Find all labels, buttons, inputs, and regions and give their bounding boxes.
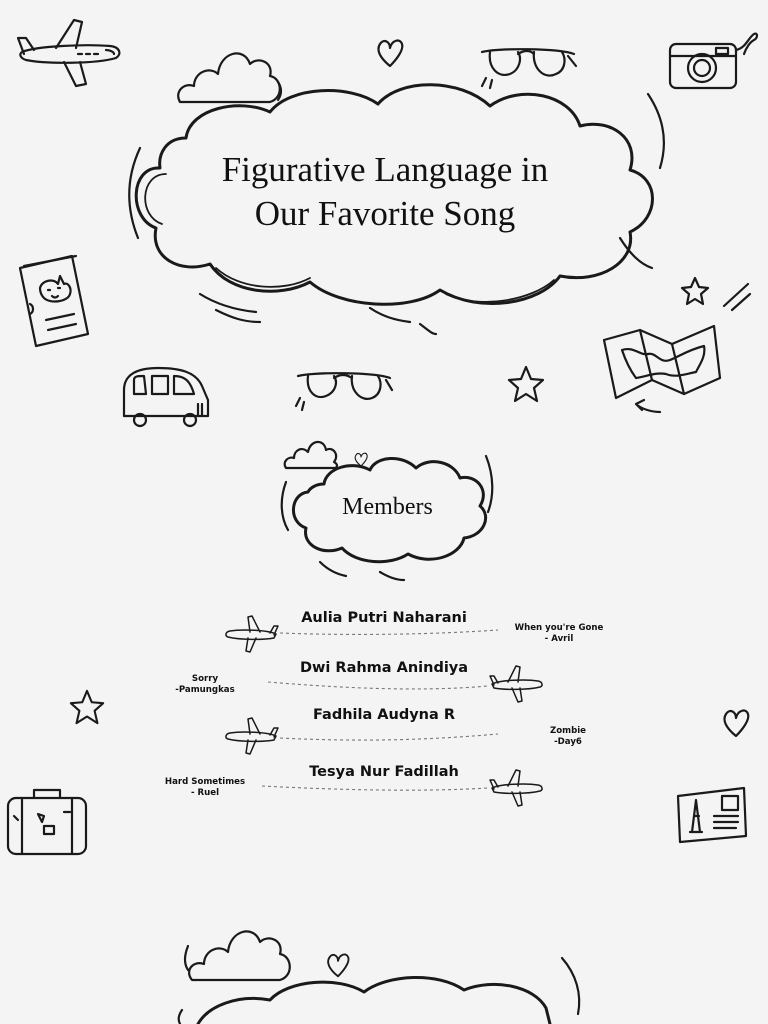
camera-icon bbox=[664, 30, 760, 94]
member-name: Tesya Nur Fadillah bbox=[309, 764, 459, 780]
song-title: Hard Sometimes bbox=[164, 777, 246, 787]
airplane-icon bbox=[16, 16, 124, 90]
member-name: Aulia Putri Naharani bbox=[301, 610, 467, 626]
passport-icon bbox=[16, 254, 92, 350]
song-artist: -Pamungkas bbox=[175, 685, 235, 695]
sunglasses-icon bbox=[294, 364, 394, 414]
postcard-icon bbox=[674, 786, 750, 844]
title-line-1: Figurative Language in bbox=[221, 150, 549, 189]
airplane-icon bbox=[488, 768, 544, 808]
airplane-icon bbox=[224, 716, 280, 756]
map-icon bbox=[600, 320, 724, 424]
car-icon bbox=[118, 364, 212, 430]
song-note bbox=[150, 777, 260, 799]
title-line-2: Our Favorite Song bbox=[254, 194, 516, 233]
song-note bbox=[150, 674, 260, 696]
page-title bbox=[150, 148, 620, 236]
star-icon bbox=[680, 276, 710, 306]
member-name: Fadhila Audyna R bbox=[312, 707, 455, 723]
song-title: When you're Gone bbox=[514, 623, 604, 633]
song-note bbox=[504, 623, 614, 645]
bottom-cloud bbox=[178, 950, 598, 1024]
song-title: Sorry bbox=[191, 674, 219, 684]
song-note bbox=[513, 726, 623, 748]
suitcase-icon bbox=[4, 786, 90, 858]
song-artist: -Day6 bbox=[554, 737, 582, 747]
members-heading: Members bbox=[342, 494, 433, 520]
star-icon bbox=[506, 364, 546, 404]
airplane-icon bbox=[488, 664, 544, 704]
heart-icon bbox=[722, 708, 750, 740]
sparkle-lines-icon bbox=[718, 282, 754, 312]
member-name: Dwi Rahma Anindiya bbox=[299, 660, 469, 676]
star-icon bbox=[68, 688, 106, 726]
song-title: Zombie bbox=[549, 726, 587, 736]
song-artist: - Ruel bbox=[190, 788, 220, 798]
song-artist: - Avril bbox=[544, 634, 574, 644]
airplane-icon bbox=[224, 614, 280, 654]
heart-icon bbox=[376, 38, 404, 70]
